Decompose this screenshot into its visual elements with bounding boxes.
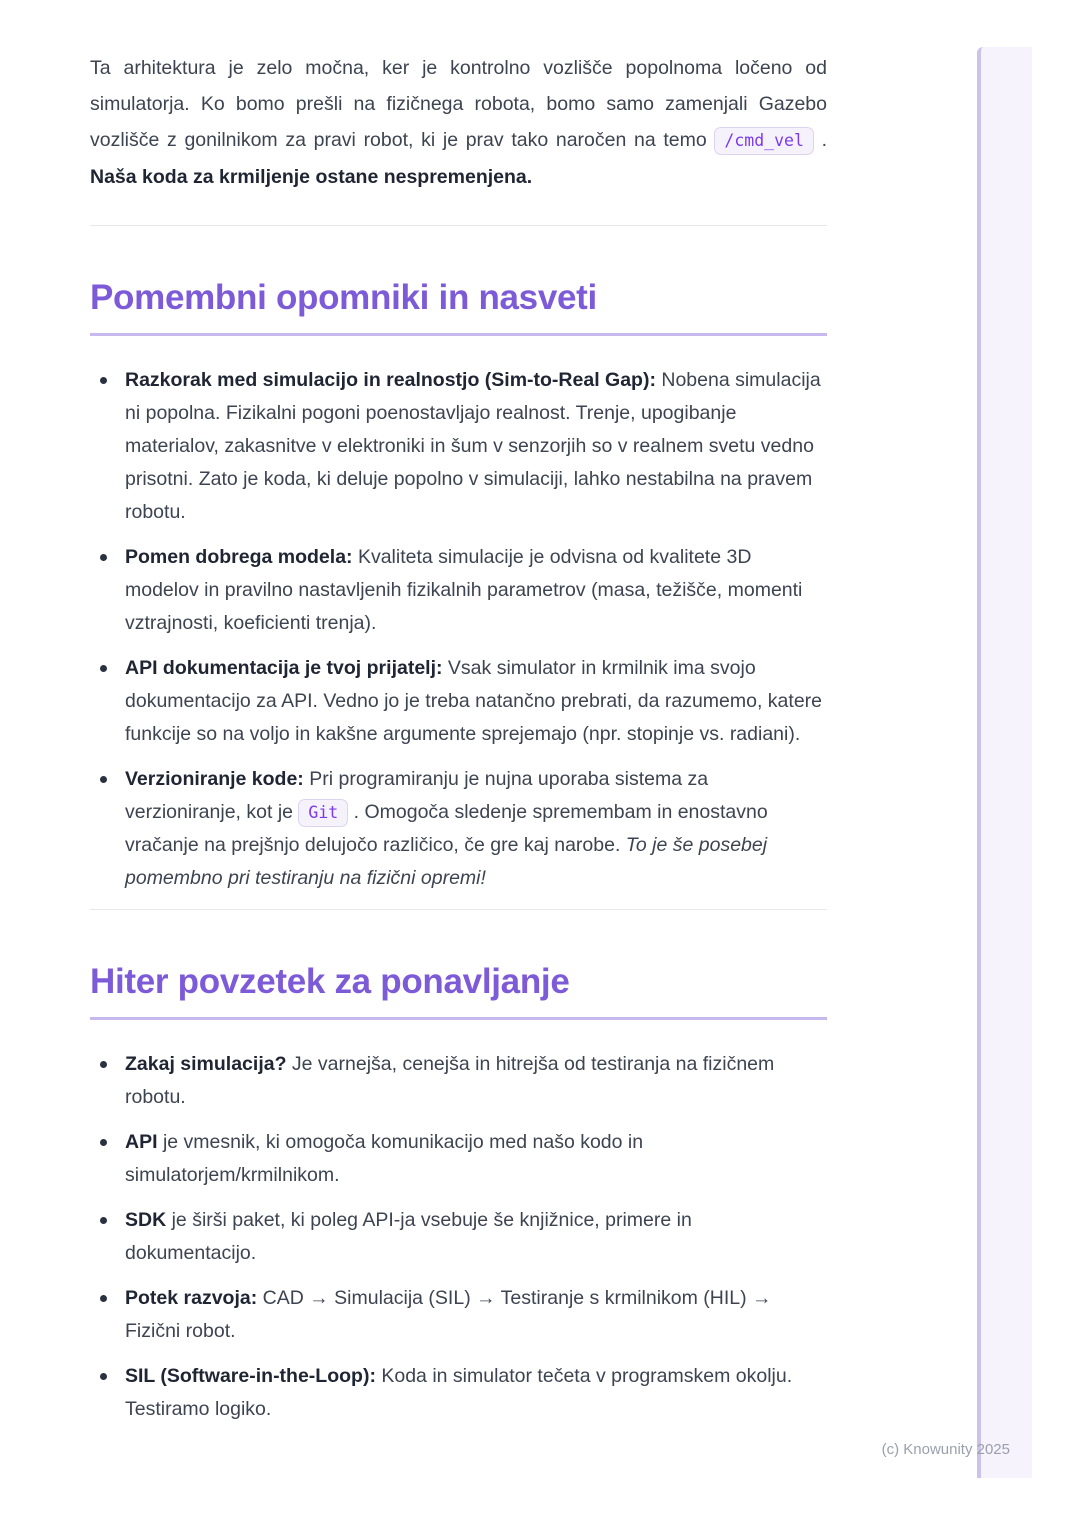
title-underline: [90, 333, 827, 336]
bullet-marker: [100, 554, 107, 561]
bullet-marker: [100, 1139, 107, 1146]
list-item: [90, 1360, 827, 1426]
text-segment: API dokumentacija je tvoj prijatelj:: [125, 657, 448, 679]
text-segment: Pomen dobrega modela:: [125, 546, 358, 568]
list-item: [90, 1204, 827, 1270]
bullet-marker: [100, 665, 107, 672]
document-content: [90, 50, 827, 1438]
section-reminders: [90, 276, 827, 895]
text-segment: Kvaliteta simulacije je odvisna od kvalitete 3D modelov in pravilno nastavljenih fizikalnih parametrov (masa, težišče, momenti vztrajnosti, koeficienti trenja).: [125, 546, 803, 634]
list-item: [90, 1282, 827, 1348]
text-segment: Vsak simulator in krmilnik ima svojo dokumentacijo za API. Vedno jo je treba natančno prebrati, da razumemo, katere funkcije so na voljo in kakšne argumente sprejemajo (npr. stopinje vs. radiani).: [125, 657, 823, 745]
text-segment: . Omogoča sledenje spremembam in enostavno vračanje na prejšnjo delujočo različico, če gre kaj narobe.: [125, 801, 768, 856]
bullet-marker: [100, 1217, 107, 1224]
list-item: [90, 364, 827, 529]
text-segment: SIL (Software-in-the-Loop):: [125, 1365, 382, 1387]
bullet-marker: [100, 1061, 107, 1068]
text-segment: je širši paket, ki poleg API-ja vsebuje še knjižnice, primere in dokumentacijo.: [125, 1209, 692, 1264]
bullet-marker: [100, 1295, 107, 1302]
section-divider: [90, 225, 827, 226]
text-segment: SDK: [125, 1209, 172, 1231]
text-segment: Potek razvoja:: [125, 1287, 263, 1309]
text-segment: To je še posebej pomembno pri testiranju na fizični opremi!: [125, 834, 768, 889]
bullet-marker: [100, 1373, 107, 1380]
bullet-list: [90, 1048, 827, 1426]
page-edge-strip: [977, 47, 1032, 1478]
bullet-marker: [100, 377, 107, 384]
section-title: Hiter povzetek za ponavljanje: [90, 962, 570, 1001]
section-divider: [90, 909, 827, 910]
text-segment: Razkorak med simulacijo in realnostjo (Sim-to-Real Gap):: [125, 369, 662, 391]
text-segment: CAD → Simulacija (SIL) → Testiranje s krmilnikom (HIL) → Fizični robot.: [125, 1287, 772, 1342]
intro-paragraph: [90, 50, 827, 195]
text-segment: .: [813, 129, 827, 151]
list-item: [90, 763, 827, 895]
list-item: [90, 1048, 827, 1114]
title-underline: [90, 1017, 827, 1020]
inline-code-chip: /cmd_vel: [714, 127, 813, 155]
text-segment: API: [125, 1131, 163, 1153]
text-segment: Ta arhitektura je zelo močna, ker je kontrolno vozlišče popolnoma ločeno od simulatorja. Ko bomo prešli na fizičnega robota, bomo samo zamenjali Gazebo vozlišče z gonilnikom za pravi robot, ki je prav tako naročen na temo: [90, 57, 827, 151]
text-segment: Je varnejša, cenejša in hitrejša od testiranja na fizičnem robotu.: [125, 1053, 775, 1108]
text-segment: Koda in simulator tečeta v programskem okolju. Testiramo logiko.: [125, 1365, 793, 1420]
list-item: [90, 652, 827, 751]
list-item: [90, 1126, 827, 1192]
bullet-list: [90, 364, 827, 895]
text-segment: Nobena simulacija ni popolna. Fizikalni pogoni poenostavljajo realnost. Trenje, upogibanje materialov, zakasnitve v elektroniki in šum v senzorjih so v realnem svetu vedno prisotni. Zato je koda, ki deluje popolno v simulaciji, lahko nestabilna na pravem robotu.: [125, 369, 821, 523]
bullet-marker: [100, 776, 107, 783]
text-segment: Naša koda za krmiljenje ostane nespremenjena.: [90, 166, 533, 188]
text-segment: Verzioniranje kode:: [125, 768, 310, 790]
copyright-footer: (c) Knowunity 2025: [881, 1441, 1010, 1458]
inline-code-chip: Git: [298, 799, 348, 827]
text-segment: Zakaj simulacija?: [125, 1053, 292, 1075]
list-item: [90, 541, 827, 640]
text-segment: je vmesnik, ki omogoča komunikacijo med našo kodo in simulatorjem/krmilnikom.: [125, 1131, 644, 1186]
section-summary: [90, 960, 827, 1426]
section-title: Pomembni opomniki in nasveti: [90, 278, 597, 317]
text-segment: Pri programiranju je nujna uporaba sistema za verzioniranje, kot je: [125, 768, 709, 823]
